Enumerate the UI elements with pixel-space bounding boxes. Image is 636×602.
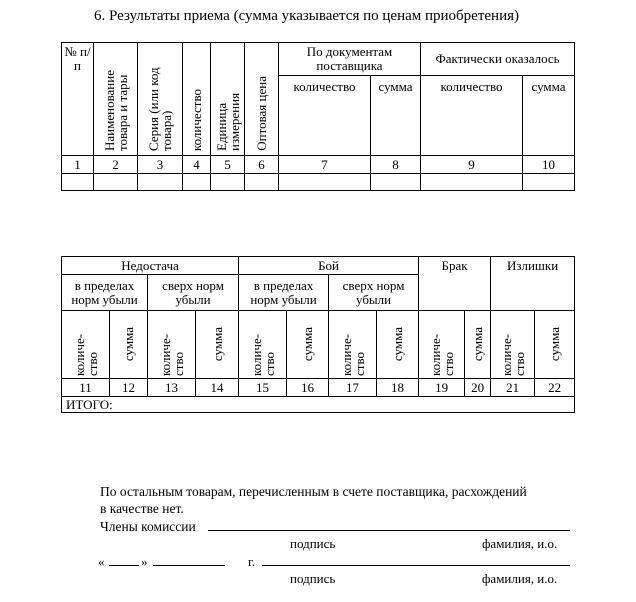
col-header-qty-text: количе-ство bbox=[157, 333, 186, 376]
col-header-qty-text: количе-ство bbox=[338, 333, 367, 376]
signature-line-2[interactable] bbox=[262, 565, 570, 566]
total-label: ИТОГО: bbox=[62, 397, 575, 413]
col-header-qty bbox=[239, 311, 287, 379]
col-header-sum-text: сумма bbox=[300, 327, 316, 362]
col-header-sum-text: сумма bbox=[121, 327, 136, 362]
col-number: 19 bbox=[419, 379, 465, 397]
col-header-sum bbox=[377, 311, 419, 379]
subheader-row bbox=[62, 311, 575, 379]
table-cell[interactable] bbox=[421, 174, 523, 191]
col-number: 9 bbox=[421, 156, 523, 174]
table-cell[interactable] bbox=[211, 174, 245, 191]
col-header-price bbox=[245, 43, 279, 156]
col-header-num: № п/п bbox=[62, 43, 94, 156]
col-header-shortage-over: сверх норм убыли bbox=[148, 275, 239, 311]
fullname-caption-1: фамилия, и.о. bbox=[482, 536, 558, 551]
col-header-docs: По документам поставщика bbox=[279, 43, 421, 76]
col-header-qty-text: количе-ство bbox=[427, 333, 456, 376]
col-header-qty bbox=[491, 311, 535, 379]
col-header-series bbox=[138, 43, 183, 156]
col-number: 7 bbox=[279, 156, 371, 174]
discrepancy-table bbox=[61, 256, 575, 413]
year-label: г. bbox=[248, 554, 256, 569]
footer-text-line2: в качестве нет. bbox=[100, 501, 184, 516]
col-number: 12 bbox=[110, 379, 148, 397]
col-header-fact-qty: количество bbox=[421, 75, 523, 155]
col-header-series-text: Серия (или код товара) bbox=[146, 67, 174, 151]
col-header-qty bbox=[419, 311, 465, 379]
col-number: 5 bbox=[211, 156, 245, 174]
col-header-sum-text: сумма bbox=[209, 327, 225, 362]
col-header-sum bbox=[110, 311, 148, 379]
col-number: 1 bbox=[62, 156, 94, 174]
col-number: 14 bbox=[196, 379, 239, 397]
col-number: 20 bbox=[465, 379, 491, 397]
column-numbers-row bbox=[62, 379, 575, 397]
table-cell[interactable] bbox=[183, 174, 211, 191]
col-header-sum bbox=[287, 311, 329, 379]
day-line[interactable] bbox=[109, 565, 139, 566]
col-header-shortage-within: в пределах норм убыли bbox=[62, 275, 148, 311]
table-cell[interactable] bbox=[94, 174, 138, 191]
table-cell[interactable] bbox=[62, 174, 94, 191]
quote-close: » bbox=[141, 554, 148, 569]
col-header-name bbox=[94, 43, 138, 156]
col-number: 17 bbox=[329, 379, 377, 397]
col-header-qty bbox=[183, 43, 211, 156]
col-header-qty bbox=[62, 311, 110, 379]
month-line[interactable] bbox=[153, 565, 225, 566]
col-header-breakage-over: сверх норм убыли bbox=[329, 275, 419, 311]
col-header-sum bbox=[465, 311, 491, 379]
col-number: 8 bbox=[371, 156, 421, 174]
col-number: 18 bbox=[377, 379, 419, 397]
col-number: 4 bbox=[183, 156, 211, 174]
col-header-breakage-within: в пределах норм убыли bbox=[239, 275, 329, 311]
table-cell[interactable] bbox=[245, 174, 279, 191]
commission-members-label: Члены комиссии bbox=[100, 519, 196, 534]
col-header-sum bbox=[535, 311, 575, 379]
col-header-fact-sum: сумма bbox=[523, 75, 575, 155]
col-header-unit-text: Единица измерения bbox=[213, 92, 242, 151]
col-header-sum bbox=[196, 311, 239, 379]
col-number: 21 bbox=[491, 379, 535, 397]
col-header-fact: Фактически оказалось bbox=[421, 43, 575, 76]
col-header-qty-text: количество bbox=[189, 88, 204, 151]
reception-results-table bbox=[61, 42, 575, 191]
signature-caption-1: подпись bbox=[290, 536, 336, 551]
col-header-docs-sum: сумма bbox=[371, 75, 421, 155]
col-header-sum-text: сумма bbox=[547, 327, 563, 362]
footer-text-line1: По остальным товарам, перечисленным в счете поставщика, расхождений bbox=[100, 484, 527, 499]
col-number: 13 bbox=[148, 379, 196, 397]
col-header-sum-text: сумма bbox=[470, 327, 486, 362]
col-header-shortage: Недостача bbox=[62, 257, 239, 275]
section-heading: 6. Результаты приема (сумма указывается по ценам приобретения) bbox=[94, 8, 520, 24]
col-number: 6 bbox=[245, 156, 279, 174]
col-header-name-text: Наименование товара и тары bbox=[101, 70, 130, 151]
col-number: 16 bbox=[287, 379, 329, 397]
col-header-qty bbox=[148, 311, 196, 379]
col-header-breakage: Бой bbox=[239, 257, 419, 275]
column-numbers-row bbox=[62, 156, 575, 174]
table-cell[interactable] bbox=[138, 174, 183, 191]
table-cell[interactable] bbox=[279, 174, 371, 191]
col-header-qty-text: количе-ство bbox=[71, 333, 100, 376]
fullname-caption-2: фамилия, и.о. bbox=[482, 571, 558, 586]
col-header-defect: Брак bbox=[419, 257, 491, 311]
col-header-qty-text: количе-ство bbox=[498, 333, 527, 376]
signature-caption-2: подпись bbox=[290, 571, 336, 586]
col-number: 10 bbox=[523, 156, 575, 174]
commission-members-line[interactable] bbox=[208, 530, 570, 531]
col-header-sum-text: сумма bbox=[390, 327, 406, 362]
col-header-qty-text: количе-ство bbox=[248, 333, 277, 376]
col-header-price-text: Оптовая цена bbox=[254, 76, 269, 151]
table-row bbox=[62, 174, 575, 191]
col-header-docs-qty: количество bbox=[279, 75, 371, 155]
col-header-qty bbox=[329, 311, 377, 379]
quote-open: « bbox=[98, 554, 105, 569]
table-cell[interactable] bbox=[523, 174, 575, 191]
col-number: 2 bbox=[94, 156, 138, 174]
col-number: 11 bbox=[62, 379, 110, 397]
table-cell[interactable] bbox=[371, 174, 421, 191]
col-header-unit bbox=[211, 43, 245, 156]
total-row bbox=[62, 397, 575, 413]
col-number: 15 bbox=[239, 379, 287, 397]
col-number: 22 bbox=[535, 379, 575, 397]
col-header-surplus: Излишки bbox=[491, 257, 575, 311]
col-number: 3 bbox=[138, 156, 183, 174]
